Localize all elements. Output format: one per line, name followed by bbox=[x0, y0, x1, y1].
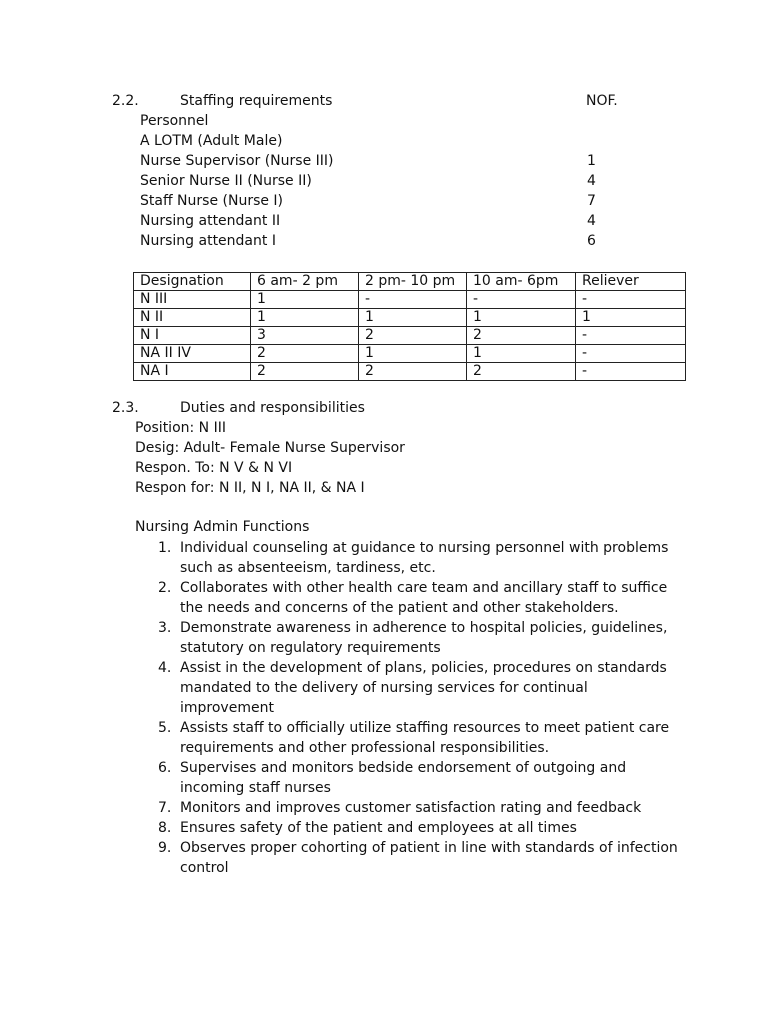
function-number: 1. bbox=[158, 540, 172, 556]
staffing-line bbox=[140, 131, 620, 151]
function-text-line: Monitors and improves customer satisfaction rating and feedback bbox=[180, 800, 642, 816]
function-number: 8. bbox=[158, 820, 172, 836]
table-row bbox=[134, 291, 686, 309]
table-cell: 1 bbox=[576, 309, 686, 327]
table-header-cell: Designation bbox=[134, 273, 251, 291]
function-item bbox=[158, 718, 700, 758]
function-text-line: control bbox=[180, 860, 229, 876]
section-2-2-title: Staffing requirements bbox=[180, 93, 333, 109]
table-cell: N II bbox=[134, 309, 251, 327]
table-cell: 1 bbox=[359, 345, 467, 363]
function-item bbox=[158, 578, 700, 618]
function-number: 9. bbox=[158, 840, 172, 856]
table-cell: 2 bbox=[251, 363, 359, 381]
table-header-cell: 2 pm- 10 pm bbox=[359, 273, 467, 291]
staffing-count: 6 bbox=[587, 233, 596, 249]
nof-column-header: NOF. bbox=[586, 93, 618, 109]
staffing-count: 7 bbox=[587, 193, 596, 209]
shift-table bbox=[133, 272, 686, 381]
staffing-list bbox=[140, 111, 620, 251]
function-text-line: the needs and concerns of the patient and other stakeholders. bbox=[180, 600, 619, 616]
table-cell: 2 bbox=[251, 345, 359, 363]
function-number: 7. bbox=[158, 800, 172, 816]
function-text-line: Assists staff to officially utilize staffing resources to meet patient care bbox=[180, 720, 670, 736]
staffing-count: 4 bbox=[587, 213, 596, 229]
table-cell: NA I bbox=[134, 363, 251, 381]
staffing-line bbox=[140, 191, 620, 211]
table-row bbox=[134, 363, 686, 381]
table-cell: - bbox=[576, 291, 686, 309]
function-text-line: such as absenteeism, tardiness, etc. bbox=[180, 560, 436, 576]
function-item bbox=[158, 798, 700, 818]
function-number: 2. bbox=[158, 580, 172, 596]
table-row bbox=[134, 345, 686, 363]
table-cell: - bbox=[359, 291, 467, 309]
function-number: 5. bbox=[158, 720, 172, 736]
function-text-line: improvement bbox=[180, 700, 274, 716]
position-info bbox=[135, 418, 405, 498]
function-item bbox=[158, 658, 700, 718]
table-cell: 2 bbox=[359, 363, 467, 381]
function-text-line: incoming staff nurses bbox=[180, 780, 331, 796]
function-number: 6. bbox=[158, 760, 172, 776]
function-item bbox=[158, 838, 700, 878]
function-text-line: Individual counseling at guidance to nursing personnel with problems bbox=[180, 540, 669, 556]
functions-heading: Nursing Admin Functions bbox=[135, 519, 310, 535]
table-row bbox=[134, 327, 686, 345]
function-text-line: Observes proper cohorting of patient in line with standards of infection bbox=[180, 840, 678, 856]
staffing-count: 1 bbox=[587, 153, 596, 169]
table-cell: 3 bbox=[251, 327, 359, 345]
function-item bbox=[158, 538, 700, 578]
table-header-cell: 10 am- 6pm bbox=[467, 273, 576, 291]
table-header-row bbox=[134, 273, 686, 291]
staffing-line bbox=[140, 171, 620, 191]
staffing-count: 4 bbox=[587, 173, 596, 189]
table-cell: 2 bbox=[467, 363, 576, 381]
function-text-line: Assist in the development of plans, policies, procedures on standards bbox=[180, 660, 667, 676]
table-cell: 1 bbox=[251, 309, 359, 327]
staffing-label: Senior Nurse II (Nurse II) bbox=[140, 173, 312, 189]
table-header-cell: Reliever bbox=[576, 273, 686, 291]
table-cell: - bbox=[467, 291, 576, 309]
function-text-line: mandated to the delivery of nursing services for continual bbox=[180, 680, 588, 696]
function-number: 3. bbox=[158, 620, 172, 636]
table-cell: - bbox=[576, 327, 686, 345]
table-cell: 1 bbox=[251, 291, 359, 309]
table-cell: 1 bbox=[467, 345, 576, 363]
staffing-label: A LOTM (Adult Male) bbox=[140, 133, 283, 149]
staffing-label: Personnel bbox=[140, 113, 209, 129]
table-cell: 2 bbox=[359, 327, 467, 345]
function-number: 4. bbox=[158, 660, 172, 676]
staffing-label: Nursing attendant II bbox=[140, 213, 281, 229]
staffing-label: Nursing attendant I bbox=[140, 233, 276, 249]
section-2-3-number: 2.3. bbox=[112, 400, 139, 416]
staffing-line bbox=[140, 211, 620, 231]
table-cell: - bbox=[576, 363, 686, 381]
staffing-line bbox=[140, 151, 620, 171]
table-cell: 1 bbox=[467, 309, 576, 327]
function-text-line: Demonstrate awareness in adherence to hospital policies, guidelines, bbox=[180, 620, 668, 636]
table-cell: - bbox=[576, 345, 686, 363]
section-2-2-number: 2.2. bbox=[112, 93, 139, 109]
function-text-line: requirements and other professional responsibilities. bbox=[180, 740, 550, 756]
function-item bbox=[158, 618, 700, 658]
responsible-for-line: Respon for: N II, N I, NA II, & NA I bbox=[135, 480, 365, 496]
table-cell: N I bbox=[134, 327, 251, 345]
function-item bbox=[158, 758, 700, 798]
table-cell: N III bbox=[134, 291, 251, 309]
responsible-to-line: Respon. To: N V & N VI bbox=[135, 460, 293, 476]
table-header-cell: 6 am- 2 pm bbox=[251, 273, 359, 291]
section-2-3-title: Duties and responsibilities bbox=[180, 400, 365, 416]
position-line: Position: N III bbox=[135, 420, 226, 436]
staffing-line bbox=[140, 111, 620, 131]
staffing-label: Nurse Supervisor (Nurse III) bbox=[140, 153, 334, 169]
function-text-line: statutory on regulatory requirements bbox=[180, 640, 441, 656]
table-cell: 2 bbox=[467, 327, 576, 345]
designation-line: Desig: Adult- Female Nurse Supervisor bbox=[135, 440, 405, 456]
table-cell: NA II IV bbox=[134, 345, 251, 363]
table-row bbox=[134, 309, 686, 327]
function-text-line: Supervises and monitors bedside endorsement of outgoing and bbox=[180, 760, 627, 776]
staffing-line bbox=[140, 231, 620, 251]
function-item bbox=[158, 818, 700, 838]
function-text-line: Collaborates with other health care team and ancillary staff to suffice bbox=[180, 580, 668, 596]
functions-list bbox=[158, 538, 700, 878]
table-cell: 1 bbox=[359, 309, 467, 327]
staffing-label: Staff Nurse (Nurse I) bbox=[140, 193, 284, 209]
function-text-line: Ensures safety of the patient and employees at all times bbox=[180, 820, 577, 836]
